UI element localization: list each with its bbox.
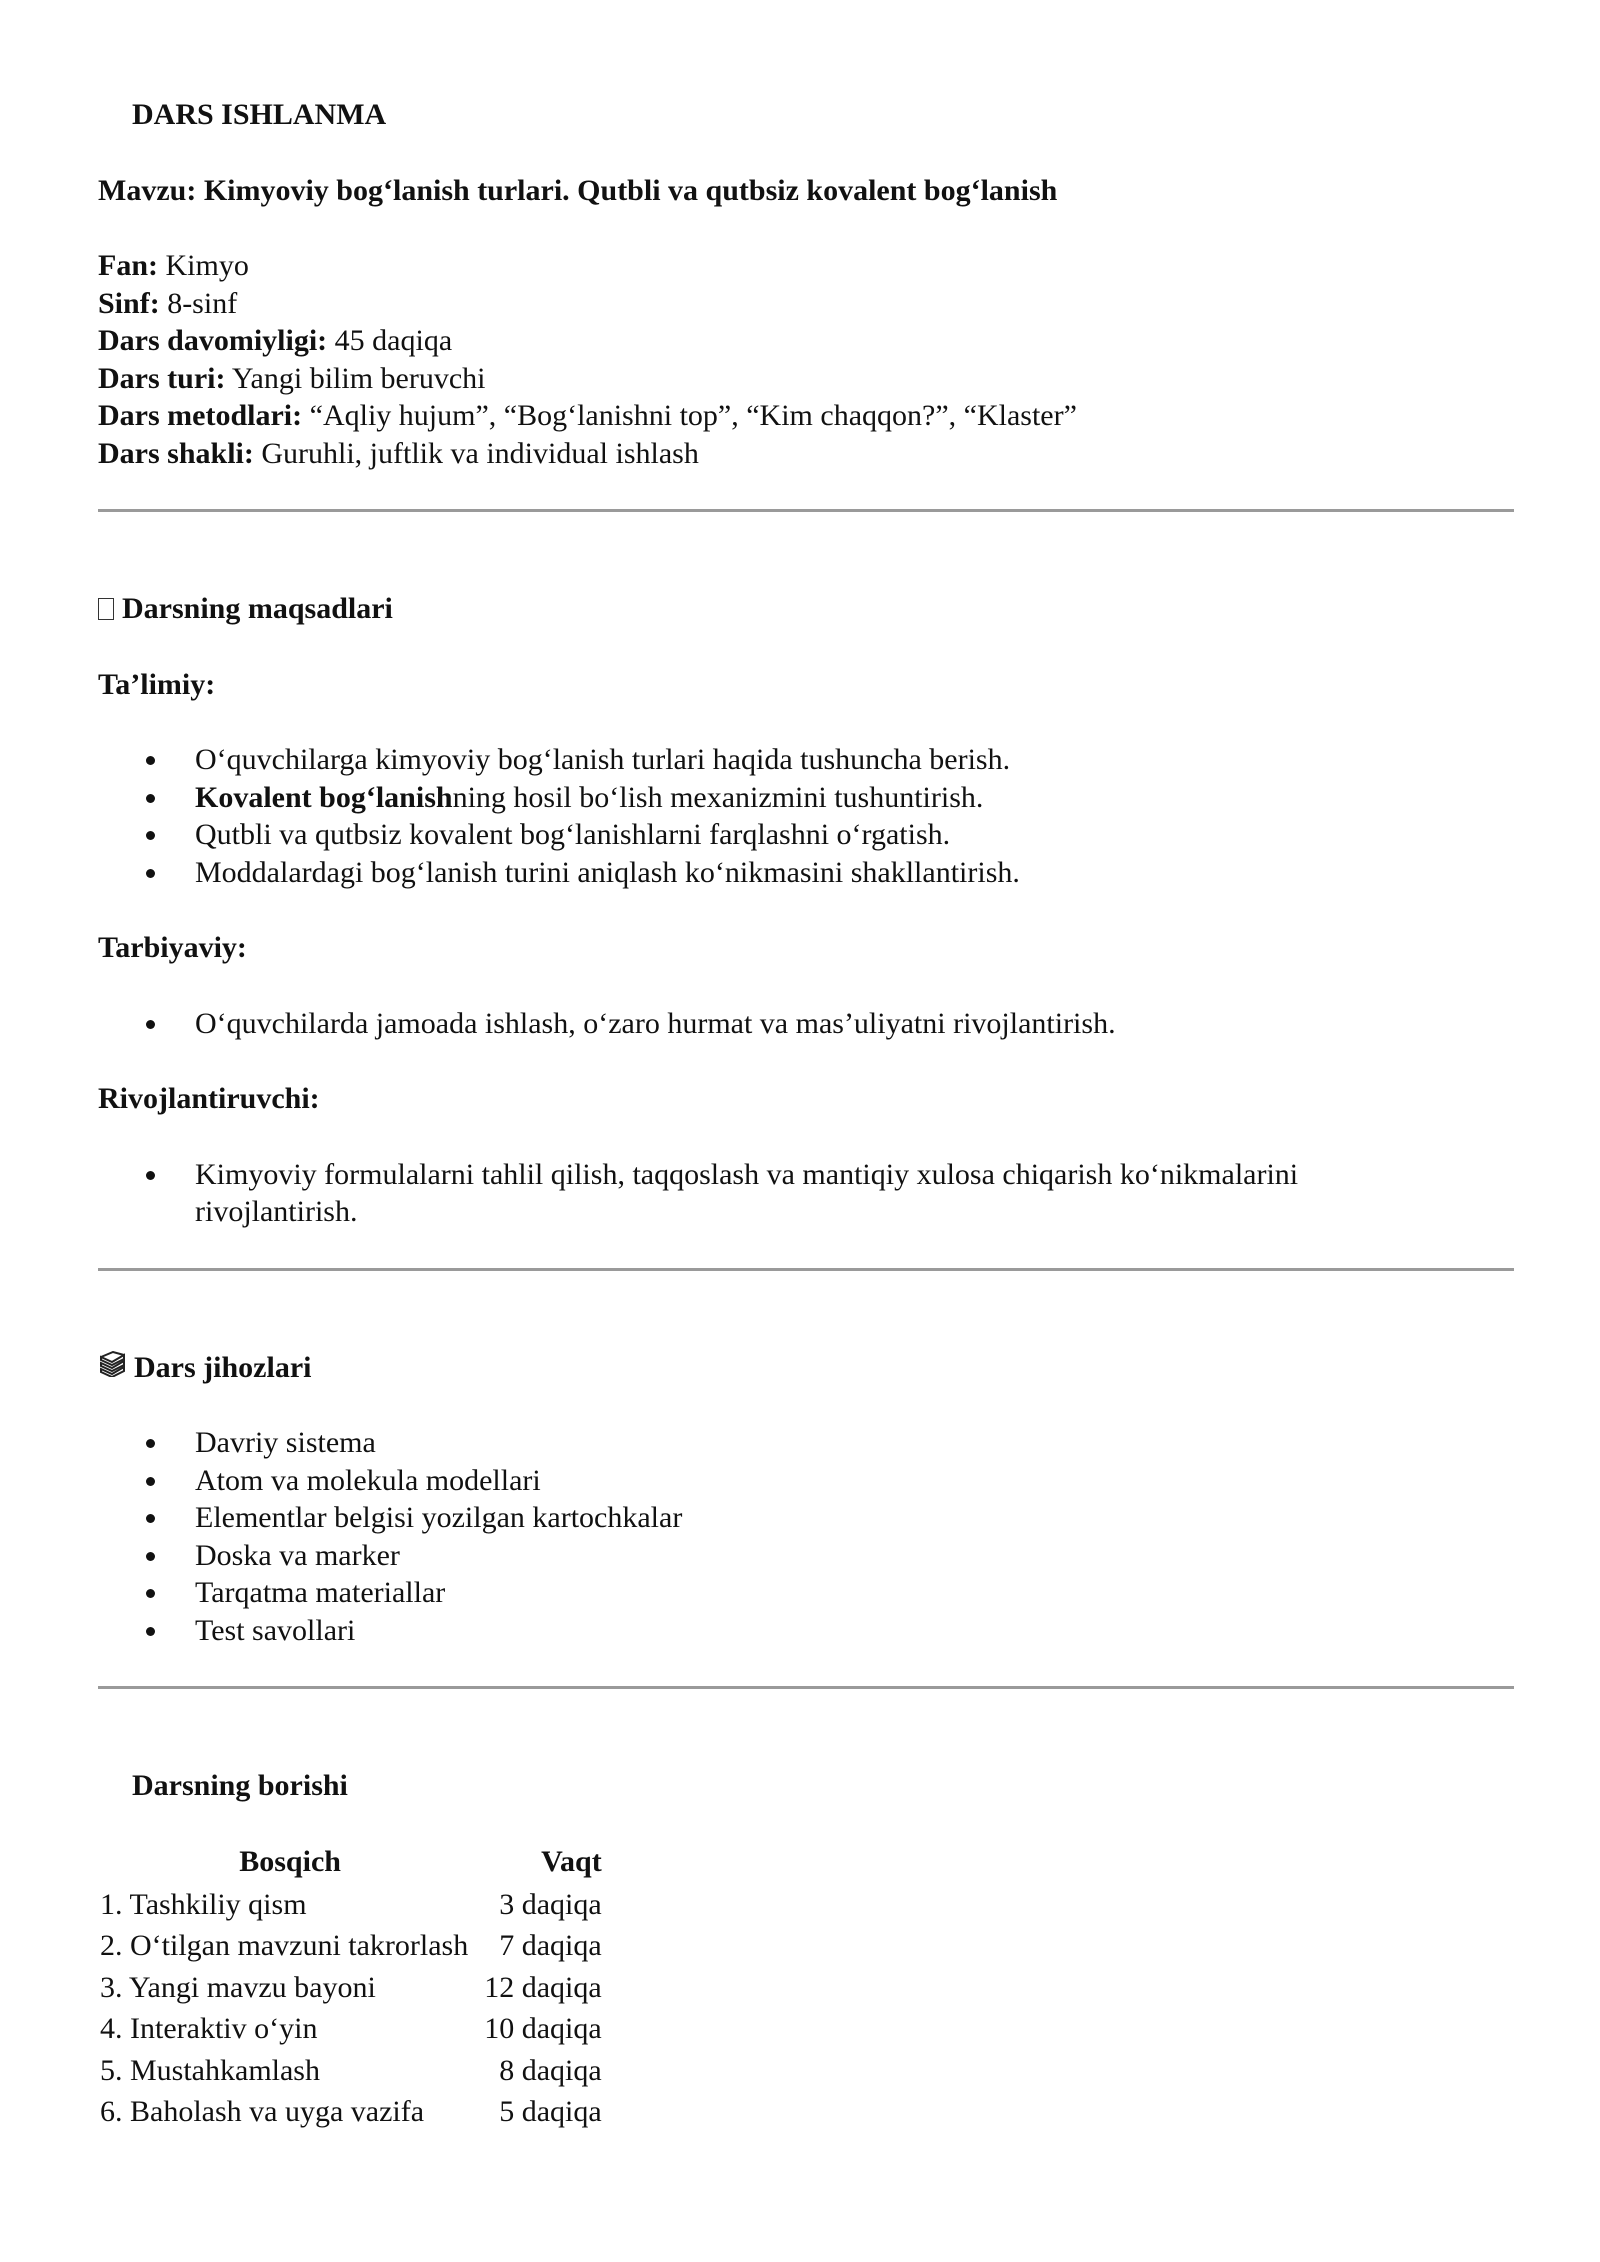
table-row	[98, 1925, 604, 1967]
meta-value: “Aqliy hujum”, “Bog‘lanishni top”, “Kim chaqqon?”, “Klaster”	[309, 399, 1077, 432]
section-divider	[98, 1268, 1514, 1271]
document-title: DARS ISHLANMA	[132, 98, 387, 131]
meta-label: Dars turi:	[98, 361, 226, 395]
stage-cell: 5. Mustahkamlash	[100, 2053, 320, 2087]
list-item-text: O‘quvchilarga kimyoviy bog‘lanish turlari haqida tushuncha berish.	[195, 743, 1011, 776]
list-item-text: Doska va marker	[195, 1538, 400, 1572]
list-item	[98, 1424, 1514, 1462]
meta-form	[98, 435, 1514, 473]
list-item	[98, 1462, 1514, 1500]
list-item-bold: Kovalent bog‘lanish	[195, 780, 453, 814]
educational-heading: Ta’limiy:	[98, 667, 216, 701]
meta-label: Sinf:	[98, 286, 160, 320]
meta-type	[98, 360, 1514, 398]
developmental-heading: Rivojlantiruvchi:	[98, 1082, 320, 1115]
topic-value: Kimyoviy bog‘lanish turlari. Qutbli va qutbsiz kovalent bog‘lanish	[203, 173, 1058, 207]
lesson-meta	[98, 247, 1514, 472]
table-row	[98, 2050, 604, 2092]
stage-cell: 6. Baholash va uyga vazifa	[100, 2095, 425, 2128]
table-header-row	[98, 1843, 604, 1884]
meta-label: Dars metodlari:	[98, 399, 303, 432]
list-item	[98, 854, 1514, 892]
target-icon	[98, 598, 114, 620]
list-item-text: ning hosil bo‘lish mexanizmini tushuntirish.	[452, 780, 984, 814]
time-cell: 12 daqiqa	[484, 1970, 602, 2004]
column-header-stage: Bosqich	[239, 1844, 341, 1878]
equipment-list	[98, 1424, 1514, 1649]
column-header-time: Vaqt	[541, 1844, 602, 1878]
list-item	[98, 741, 1514, 779]
meta-grade	[98, 285, 1514, 323]
list-item	[98, 779, 1514, 817]
meta-label: Fan:	[98, 249, 158, 282]
meta-value: Yangi bilim beruvchi	[231, 361, 486, 395]
equipment-heading	[98, 1349, 1514, 1387]
section-divider	[98, 1686, 1514, 1689]
list-item-text: Test savollari	[195, 1613, 356, 1647]
table-row	[98, 2091, 604, 2133]
equipment-heading-text: Dars jihozlari	[134, 1350, 312, 1384]
books-icon	[98, 1349, 126, 1387]
meta-value: 8-sinf	[167, 286, 238, 320]
meta-duration	[98, 322, 1514, 360]
list-item-text: Qutbli va qutbsiz kovalent bog‘lanishlarni farqlashni o‘rgatish.	[195, 818, 951, 851]
list-item	[98, 1537, 1514, 1575]
time-cell: 7 daqiqa	[499, 1929, 602, 1962]
educational-goals-list	[98, 741, 1514, 891]
progress-heading: Darsning borishi	[132, 1769, 348, 1802]
table-row	[98, 1967, 604, 2009]
list-item-text: Kimyoviy formulalarni tahlil qilish, taqqoslash va mantiqiy xulosa chiqarish ko‘nikmalarini rivojlantirish.	[195, 1157, 1299, 1228]
list-item-text: Elementlar belgisi yozilgan kartochkalar	[195, 1501, 683, 1534]
document-page	[98, 96, 1514, 2133]
time-cell: 10 daqiqa	[484, 2012, 602, 2045]
goals-heading-text: Darsning maqsadlari	[122, 592, 393, 625]
table-row	[98, 1884, 604, 1926]
stage-cell: 2. O‘tilgan mavzuni takrorlash	[100, 1929, 469, 1962]
list-item-text: O‘quvchilarda jamoada ishlash, o‘zaro hurmat va mas’uliyatni rivojlantirish.	[195, 1006, 1116, 1040]
time-cell: 3 daqiqa	[499, 1887, 602, 1921]
list-item-text: Atom va molekula modellari	[195, 1463, 541, 1497]
list-item	[98, 1574, 1514, 1612]
list-item-text: Moddalardagi bog‘lanish turini aniqlash ko‘nikmasini shakllantirish.	[195, 855, 1020, 889]
meta-subject	[98, 247, 1514, 285]
meta-value: Guruhli, juftlik va individual ishlash	[261, 436, 699, 470]
list-item-text: Tarqatma materiallar	[195, 1576, 446, 1609]
goals-heading	[98, 590, 1514, 628]
time-cell: 8 daqiqa	[499, 2053, 602, 2087]
meta-methods	[98, 397, 1514, 435]
meta-label: Dars shakli:	[98, 436, 254, 470]
list-item-text: Davriy sistema	[195, 1426, 376, 1459]
topic-line	[98, 172, 1514, 210]
developmental-goals-list	[98, 1156, 1398, 1231]
stage-cell: 4. Interaktiv o‘yin	[100, 2012, 318, 2045]
list-item	[98, 1499, 1514, 1537]
meta-value: Kimyo	[165, 249, 249, 282]
stage-cell: 3. Yangi mavzu bayoni	[100, 1970, 376, 2004]
upbringing-goals-list	[98, 1005, 1514, 1043]
meta-label: Dars davomiyligi:	[98, 324, 328, 357]
time-cell: 5 daqiqa	[499, 2095, 602, 2128]
topic-label: Mavzu:	[98, 173, 197, 207]
lesson-stages-table	[98, 1843, 604, 2133]
stage-cell: 1. Tashkiliy qism	[100, 1887, 307, 1921]
list-item	[98, 1005, 1514, 1043]
upbringing-heading: Tarbiyaviy:	[98, 931, 247, 964]
list-item	[98, 1612, 1514, 1650]
list-item	[98, 816, 1514, 854]
list-item	[98, 1156, 1398, 1231]
section-divider	[98, 509, 1514, 512]
meta-value: 45 daqiqa	[334, 324, 453, 357]
table-row	[98, 2008, 604, 2050]
